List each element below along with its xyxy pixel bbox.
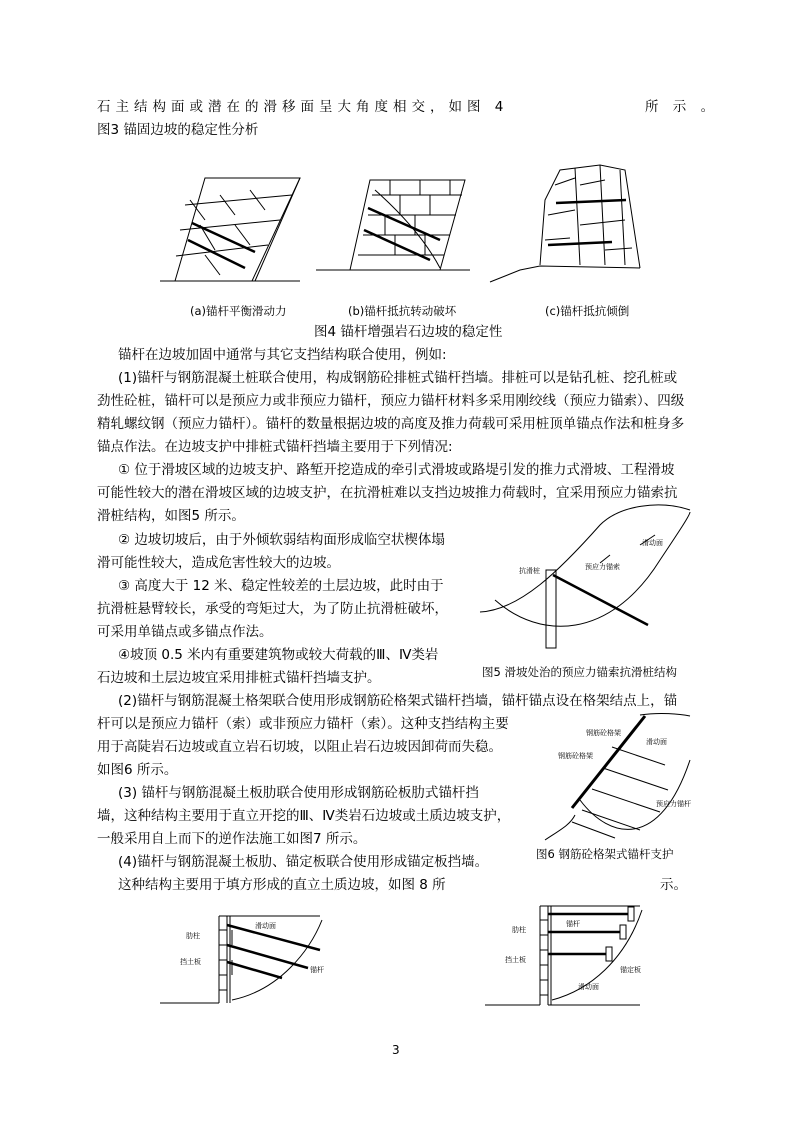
figure-7-label-plate: 挡土板 [180, 958, 201, 966]
figure-7-label-anchor: 锚杆 [310, 966, 324, 974]
figure-5-caption: 图5 滑坡处治的预应力锚索抗滑桩结构 [482, 665, 677, 679]
figure-6-label-slip: 滑动面 [646, 738, 667, 746]
text-line: ① 位于滑坡区域的边坡支护、路堑开挖造成的牵引式滑坡或路堤引发的推力式滑坡、工程滑坡 [118, 462, 675, 478]
figure-8-label-slip: 滑动面 [578, 983, 599, 991]
text-line: 所 示 。 [645, 99, 720, 115]
text-line: 图3 锚固边坡的稳定性分析 [97, 122, 259, 138]
figure-5-label-anchor: 预应力锚索 [585, 563, 620, 571]
text-line: 锚点作法。在边坡支护中排桩式锚杆挡墙主要用于下列情况: [97, 439, 453, 455]
text-line: (4)锚杆与钢筋混凝土板肋、锚定板联合使用形成锚定板挡墙。 [118, 854, 489, 870]
text-line: 可采用单锚点或多锚点作法。 [97, 624, 273, 640]
text-line: 一般采用自上而下的逆作法施工如图7 所示。 [97, 831, 367, 847]
figure-8-label-anchor: 锚杆 [566, 920, 580, 928]
figure-8-deadman-2 [620, 925, 626, 939]
text-line: 如图6 所示。 [97, 762, 178, 778]
text-line: 石主结构面或潜在的滑移面呈大角度相交，如图 4 [97, 99, 509, 115]
text-line: 示。 [660, 877, 687, 893]
page-number: 3 [392, 1043, 400, 1057]
figure-4b-caption: (b)锚杆抵抗转动破坏 [348, 304, 457, 318]
figure-8-anchors [548, 914, 628, 954]
text-line: 用于高陡岩石边坡或直立岩石切坡，以阻止岩石边坡因卸荷而失稳。 [97, 739, 502, 755]
figure-6-label-frame: 钢筋砼格架 [586, 729, 621, 737]
figure-8-deadman-3 [606, 947, 612, 961]
text-line: 滑桩结构，如图5 所示。 [97, 508, 245, 524]
figure-5-label-pile: 抗滑桩 [519, 567, 540, 575]
figure-4-caption: 图4 锚杆增强岩石边坡的稳定性 [314, 324, 503, 340]
figure-4c-caption: (c)锚杆抵抗倾倒 [545, 304, 630, 318]
figure-5-label-slip: 滑动面 [642, 539, 663, 547]
text-line: 滑可能性较大，造成危害性较大的边坡。 [97, 555, 340, 571]
text-line: ③ 高度大于 12 米、稳定性较差的土层边坡，此时由于 [118, 578, 444, 594]
text-line: (2)锚杆与钢筋混凝土格架联合使用形成钢筋砼格架式锚杆挡墙，锚杆锚点设在格架结点上，锚 [118, 693, 678, 709]
figure-7-label-slip: 滑动面 [255, 922, 276, 930]
text-line: (3) 锚杆与钢筋混凝土板肋联合使用形成钢筋砼板肋式锚杆挡 [118, 785, 479, 801]
text-line: ④坡顶 0.5 米内有重要建筑物或较大荷载的Ⅲ、Ⅳ类岩 [118, 647, 439, 663]
figure-4a-caption: (a)锚杆平衡滑动力 [190, 304, 287, 318]
text-line: 石边坡和土层边坡宜采用排桩式锚杆挡墙支护。 [97, 670, 381, 686]
figure-8-label-rib: 肋柱 [512, 926, 526, 934]
text-line: (1)锚杆与钢筋混凝土桩联合使用，构成钢筋砼排桩式锚杆挡墙。排桩可以是钻孔桩、挖孔桩或 [118, 370, 678, 386]
figure-8-deadman-1 [628, 907, 634, 921]
figure-7-label-rib: 肋柱 [186, 932, 200, 940]
figure-6-label-rock: 钢筋砼格架 [558, 752, 593, 760]
text-line: ② 边坡切坡后，由于外倾软弱结构面形成临空状楔体塌 [118, 532, 445, 548]
text-line: 杆可以是预应力锚杆（索）或非预应力锚杆（索）。这种支挡结构主要 [97, 716, 509, 732]
text-line: 抗滑桩悬臂较长，承受的弯矩过大，为了防止抗滑桩破坏， [97, 601, 448, 617]
figure-6-caption: 图6 钢筋砼格架式锚杆支护 [536, 847, 674, 861]
figure-8-label-deadman: 锚定板 [620, 966, 641, 974]
text-line: 精轧螺纹钢（预应力锚杆）。锚杆的数量根据边坡的高度及推力荷载可采用桩顶单锚点作法和桩身多 [97, 416, 685, 432]
text-line: 锚杆在边坡加固中通常与其它支挡结构联合使用，例如: [118, 347, 447, 363]
text-line: 劲性砼桩，锚杆可以是预应力或非预应力锚杆，预应力锚杆材料多采用刚绞线（预应力锚索）、四级 [97, 393, 685, 409]
text-line: 这种结构主要用于填方形成的直立土质边坡，如图 8 所 [118, 877, 446, 893]
text-line: 可能性较大的潜在滑坡区域的边坡支护，在抗滑桩难以支挡边坡推力荷载时，宜采用预应力锚索抗 [97, 485, 678, 501]
figure-6-label-anchor: 预应力锚杆 [656, 800, 691, 808]
figure-8-label-plate: 挡土板 [505, 956, 526, 964]
text-line: 墙，这种结构主要用于直立开挖的Ⅲ、Ⅳ类岩石边坡或土质边坡支护， [97, 808, 511, 824]
